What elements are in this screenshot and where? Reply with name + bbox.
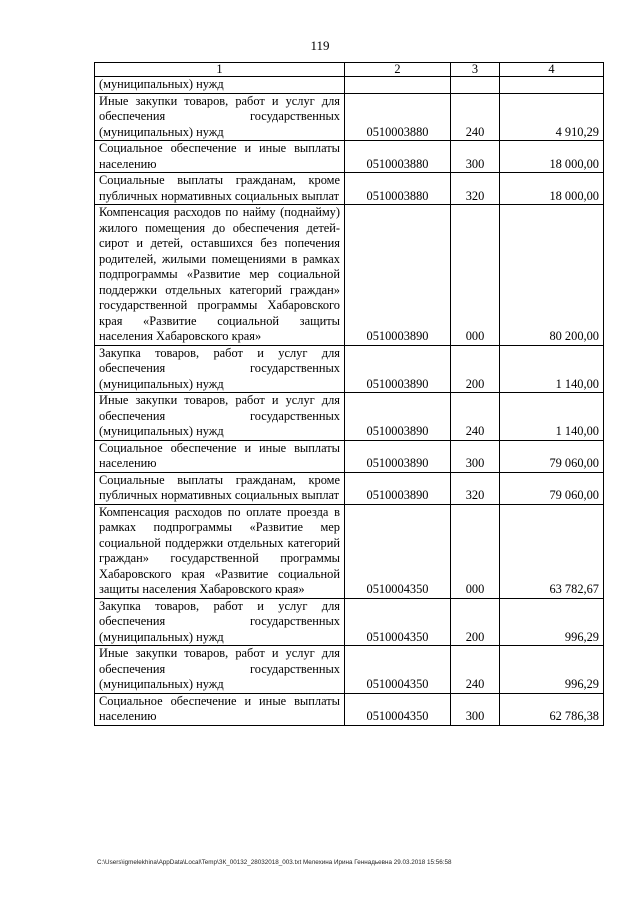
row-code-cell: 0510003890 — [345, 472, 451, 504]
row-name-cell: Закупка товаров, работ и услуг для обеспечения государственных (муниципальных) нужд — [95, 598, 345, 646]
table-header-row — [95, 63, 604, 77]
row-sum-cell: 79 060,00 — [500, 440, 604, 472]
row-sum-cell: 996,29 — [500, 646, 604, 694]
table-row — [95, 440, 604, 472]
header-col-4: 4 — [500, 63, 604, 77]
row-name-cell: Иные закупки товаров, работ и услуг для обеспечения государственных (муниципальных) нужд — [95, 393, 345, 441]
row-code-cell: 0510004350 — [345, 598, 451, 646]
table-row — [95, 504, 604, 598]
row-type-cell: 320 — [451, 173, 500, 205]
table-row — [95, 646, 604, 694]
row-code-cell: 0510004350 — [345, 693, 451, 725]
row-type-cell: 200 — [451, 598, 500, 646]
row-code-cell — [345, 77, 451, 94]
row-code-cell: 0510004350 — [345, 504, 451, 598]
row-code-cell: 0510003890 — [345, 205, 451, 346]
row-code-cell: 0510003880 — [345, 173, 451, 205]
row-type-cell: 300 — [451, 141, 500, 173]
table-row — [95, 393, 604, 441]
row-type-cell: 000 — [451, 504, 500, 598]
row-sum-cell: 996,29 — [500, 598, 604, 646]
row-code-cell: 0510003880 — [345, 93, 451, 141]
row-sum-cell — [500, 77, 604, 94]
table-row — [95, 693, 604, 725]
row-name-cell: Социальное обеспечение и иные выплаты населению — [95, 693, 345, 725]
table-row — [95, 205, 604, 346]
row-name-cell: Социальные выплаты гражданам, кроме публичных нормативных социальных выплат — [95, 173, 345, 205]
row-sum-cell: 62 786,38 — [500, 693, 604, 725]
page-number: 119 — [310, 38, 330, 53]
row-type-cell: 300 — [451, 440, 500, 472]
row-name-cell: Социальное обеспечение и иные выплаты населению — [95, 141, 345, 173]
row-sum-cell: 4 910,29 — [500, 93, 604, 141]
table-row — [95, 345, 604, 393]
row-type-cell: 320 — [451, 472, 500, 504]
row-sum-cell: 18 000,00 — [500, 141, 604, 173]
row-name-cell: Компенсация расходов по найму (поднайму) жилого помещения до обеспечения детей-сирот и детей, оставшихся без попечения родителей, жилыми помещениями в рамках подпрограммы «Развитие мер социальной поддержки отдельных категорий граждан» государственной программы Хабаровского края «Развитие социальной защиты населения Хабаровского края» — [95, 205, 345, 346]
row-name-cell: Компенсация расходов по оплате проезда в рамках подпрограммы «Развитие мер социальной поддержки отдельных категорий граждан» государственной программы Хабаровского края «Развитие социальной защиты населения Хабаровского края» — [95, 504, 345, 598]
row-name-cell: Иные закупки товаров, работ и услуг для обеспечения государственных (муниципальных) нужд — [95, 93, 345, 141]
budget-table — [94, 62, 604, 726]
row-code-cell: 0510003890 — [345, 393, 451, 441]
row-code-cell: 0510003890 — [345, 440, 451, 472]
table-row — [95, 472, 604, 504]
row-code-cell: 0510003890 — [345, 345, 451, 393]
row-type-cell — [451, 77, 500, 94]
row-type-cell: 000 — [451, 205, 500, 346]
table-row — [95, 173, 604, 205]
row-sum-cell: 1 140,00 — [500, 345, 604, 393]
table-body — [95, 63, 604, 726]
table-row — [95, 141, 604, 173]
row-type-cell: 300 — [451, 693, 500, 725]
row-sum-cell: 63 782,67 — [500, 504, 604, 598]
row-sum-cell: 1 140,00 — [500, 393, 604, 441]
header-col-3: 3 — [451, 63, 500, 77]
row-code-cell: 0510004350 — [345, 646, 451, 694]
row-sum-cell: 18 000,00 — [500, 173, 604, 205]
row-name-cell: Социальное обеспечение и иные выплаты населению — [95, 440, 345, 472]
row-name-cell: Социальные выплаты гражданам, кроме публичных нормативных социальных выплат — [95, 472, 345, 504]
row-name-cell: Иные закупки товаров, работ и услуг для обеспечения государственных (муниципальных) нужд — [95, 646, 345, 694]
table-row — [95, 93, 604, 141]
row-type-cell: 200 — [451, 345, 500, 393]
header-col-2: 2 — [345, 63, 451, 77]
row-type-cell: 240 — [451, 93, 500, 141]
row-type-cell: 240 — [451, 393, 500, 441]
table-row — [95, 598, 604, 646]
row-name-cell: (муниципальных) нужд — [95, 77, 345, 94]
row-sum-cell: 79 060,00 — [500, 472, 604, 504]
row-code-cell: 0510003880 — [345, 141, 451, 173]
table-row — [95, 77, 604, 94]
row-type-cell: 240 — [451, 646, 500, 694]
file-path-footer: C:\Users\igmelekhina\AppData\Local\Temp\ЗК_00132_28032018_003.txt Мелехина Ирина Геннадьевна 29.03.2018 15:56:58 — [97, 859, 452, 866]
row-sum-cell: 80 200,00 — [500, 205, 604, 346]
row-name-cell: Закупка товаров, работ и услуг для обеспечения государственных (муниципальных) нужд — [95, 345, 345, 393]
header-col-1: 1 — [95, 63, 345, 77]
